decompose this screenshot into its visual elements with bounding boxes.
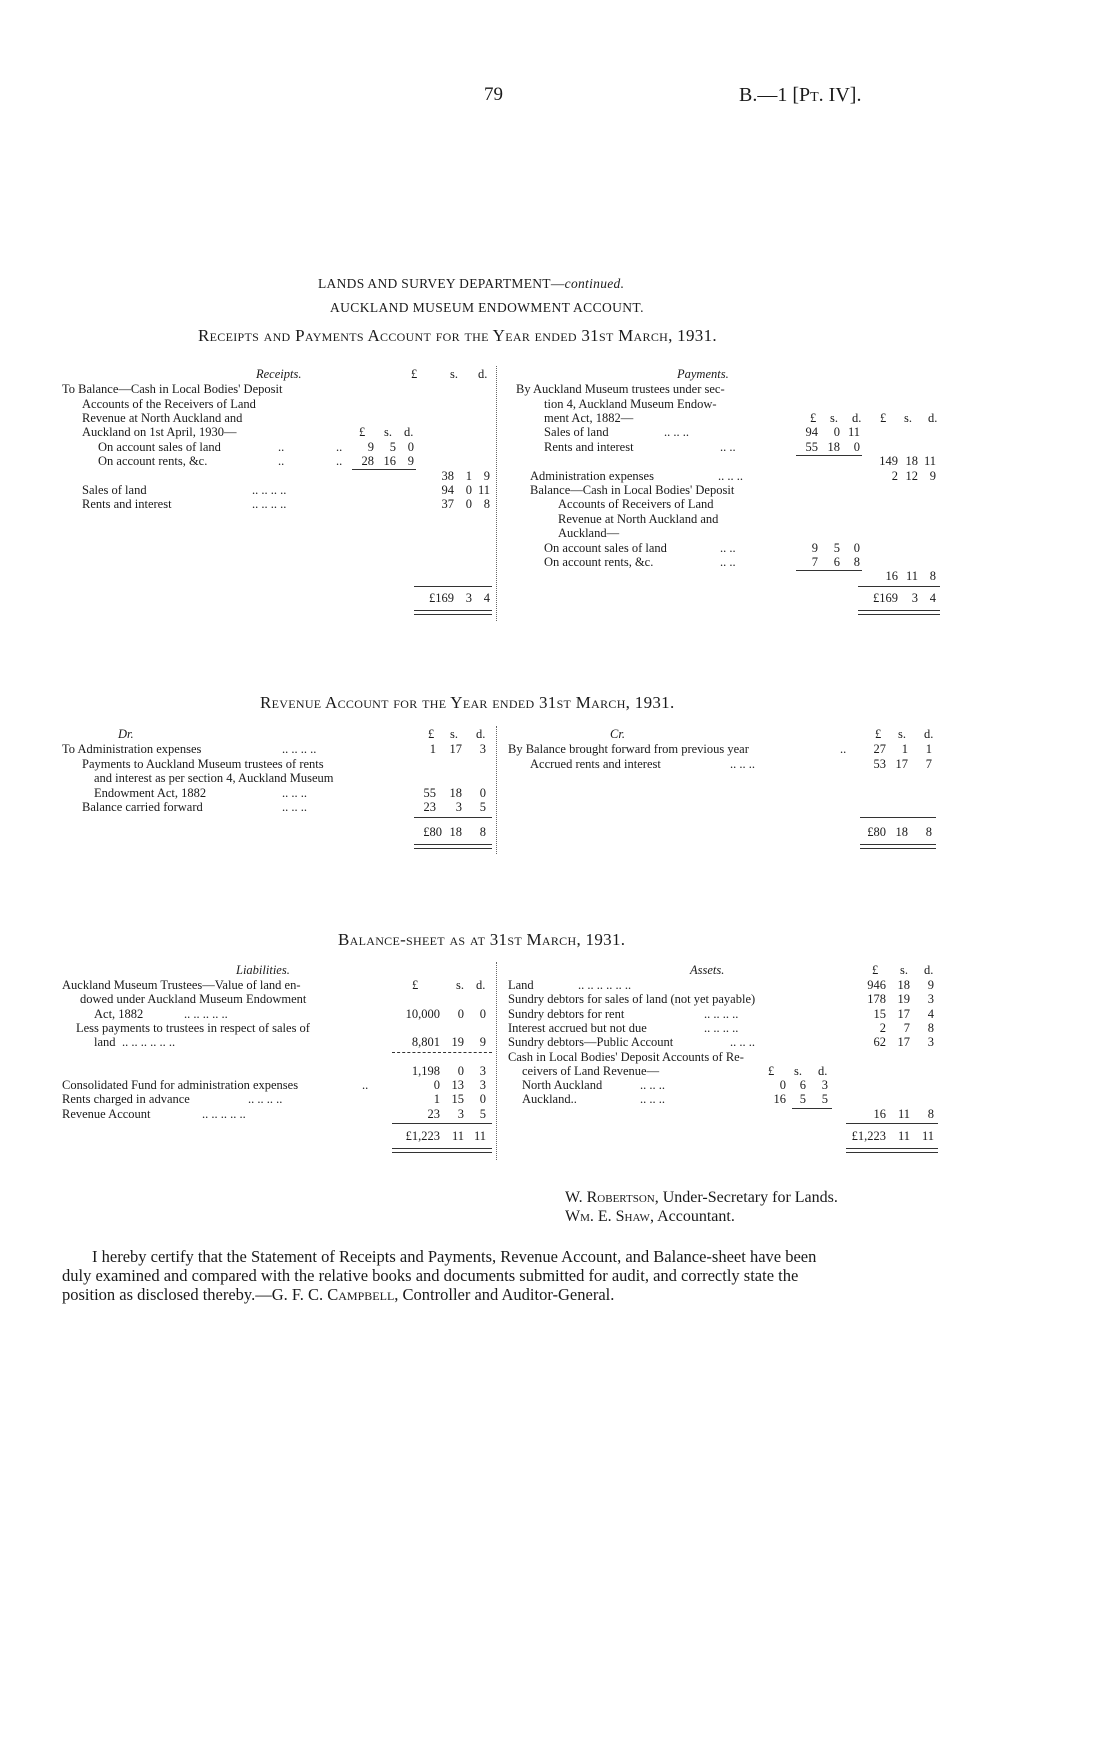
payments-col2-pound: £ [880,411,887,425]
revenue-cr-accrued-dots: .. .. .. [730,757,755,771]
payments-museum-line: ment Act, 1882— [544,411,634,425]
payments-bsales-shillings: 5 [833,541,840,555]
payments-brents-shillings: 6 [833,555,840,569]
assets-cash-total-pence: 8 [927,1107,934,1121]
payments-sales-pence: 11 [847,425,860,439]
revenue-cr-accrued-pence: 7 [925,757,932,771]
receipts-balance-total-pence: 9 [483,469,490,483]
payments-total-double-rule [858,610,940,615]
assets-interest-label: Interest accrued but not due [508,1021,647,1035]
assets-interest-pence: 8 [927,1021,934,1035]
payments-rents-label: Rents and interest [544,440,634,454]
signature-robertson [565,1189,838,1207]
account-title: AUCKLAND MUSEUM ENDOWMENT ACCOUNT. [330,300,644,315]
liabilities-total-pounds: £1,223 [405,1129,440,1143]
receipts-rents-dots: .. [278,454,285,468]
certificate-signer-title: Controller and Auditor-General. [402,1285,615,1304]
revenue-dr-endowment-pence: 0 [479,786,486,800]
liabilities-rents-dots: .. .. .. .. [248,1092,283,1106]
receipts-rents-shillings: 16 [383,454,396,468]
receipts-col-s: s. [450,367,458,381]
assets-debtors-sales-shillings: 19 [897,992,910,1006]
receipts-col-d: d. [478,367,488,381]
payments-bsales-label: On account sales of land [544,541,667,555]
revenue-dr-col-pound: £ [428,727,435,741]
liabilities-consolidated-dots: .. [362,1078,369,1092]
revenue-dr-admin-shillings: 17 [449,742,462,756]
revenue-cr-total-shillings: 18 [895,825,908,839]
payments-balance-line: Balance—Cash in Local Bodies' Deposit [530,483,735,497]
assets-total-rule [846,1123,938,1124]
receipts-sub-d: d. [404,425,414,439]
liabilities-land-pence: 9 [479,1035,486,1049]
payments-total-pounds: £169 [873,591,898,605]
payments-total-rule [858,586,940,587]
assets-interest-pounds: 2 [879,1021,886,1035]
assets-auckland-pounds: 16 [773,1092,786,1106]
payments-museum-line: By Auckland Museum trustees under sec- [516,382,725,396]
assets-debtors-rent-shillings: 17 [897,1007,910,1021]
receipts-interest-shillings: 0 [465,497,472,511]
revenue-cr-accrued-label: Accrued rents and interest [530,757,661,771]
liabilities-net-shillings: 0 [457,1064,464,1078]
liabilities-less-line: Less payments to trustees in respect of sales of [76,1021,310,1035]
assets-debtors-rent-dots: .. .. .. .. [704,1007,739,1021]
revenue-dr-payments-line: Payments to Auckland Museum trustees of rents [82,757,324,771]
document-reference: B.—1 [Pt. IV]. [739,84,862,106]
assets-land-label: Land [508,978,534,992]
liabilities-act-pence: 0 [479,1007,486,1021]
payments-total-shillings: 3 [911,591,918,605]
assets-cash-total-pounds: 16 [873,1107,886,1121]
assets-debtors-rent-pence: 4 [927,1007,934,1021]
receipts-balance-line: Accounts of the Receivers of Land [82,397,256,411]
receipts-rents-label: On account rents, &c. [98,454,208,468]
receipts-heading: Receipts. [256,367,302,381]
payments-rents-pounds: 55 [805,440,818,454]
payments-admin-shillings: 12 [905,469,918,483]
assets-public-account-pence: 3 [927,1035,934,1049]
assets-sub-s: s. [794,1064,802,1078]
payments-museum-rule [796,455,862,456]
liabilities-revenue-shillings: 3 [457,1107,464,1121]
revenue-cr-bbf-shillings: 1 [901,742,908,756]
receipts-total-pence: 4 [483,591,490,605]
liabilities-rents-label: Rents charged in advance [62,1092,190,1106]
assets-land-shillings: 18 [897,978,910,992]
revenue-dr-endowment-label: Endowment Act, 1882 [94,786,207,800]
assets-north-auckland-shillings: 6 [799,1078,806,1092]
receipts-payments-heading: Receipts and Payments Account for the Year ended 31st March, 1931. [198,326,717,345]
liabilities-rents-pence: 0 [479,1092,486,1106]
revenue-cr-bbf-dots: .. [840,742,847,756]
payments-rents-dots: .. .. [720,440,736,454]
assets-debtors-sales-pence: 3 [927,992,934,1006]
department-continued: continued. [564,276,625,291]
revenue-dr-bcf-dots: .. .. .. [282,800,307,814]
receipts-land-shillings: 0 [465,483,472,497]
revenue-dr-bcf-label: Balance carried forward [82,800,203,814]
revenue-dr-col-s: s. [450,727,458,741]
department-name: LANDS AND SURVEY DEPARTMENT— [318,276,565,291]
payments-bsales-pounds: 9 [811,541,818,555]
certificate-signer: Campbell, [327,1285,399,1304]
liabilities-col-s: s. [456,978,464,992]
assets-land-pounds: 946 [867,978,886,992]
assets-col-pound: £ [872,963,879,977]
assets-north-auckland-pounds: 0 [779,1078,786,1092]
revenue-cr-col-d: d. [924,727,934,741]
rp-divider [496,366,497,621]
payments-brents-label: On account rents, &c. [544,555,654,569]
payments-heading: Payments. [677,367,729,381]
receipts-sub-pound: £ [359,425,366,439]
assets-total-double-rule [846,1148,938,1153]
liabilities-rents-pounds: 1 [433,1092,440,1106]
payments-total-pence: 4 [929,591,936,605]
assets-interest-dots: .. .. .. .. [704,1021,739,1035]
revenue-cr-total-double-rule [860,844,936,849]
payments-bsales-pence: 0 [853,541,860,555]
payments-brents-pounds: 7 [811,555,818,569]
receipts-balance-total-shillings: 1 [465,469,472,483]
revenue-dr-col-d: d. [476,727,486,741]
liabilities-rents-shillings: 15 [451,1092,464,1106]
assets-public-account-shillings: 17 [897,1035,910,1049]
assets-land-pence: 9 [927,978,934,992]
liabilities-act-shillings: 0 [457,1007,464,1021]
assets-north-auckland-dots: .. .. .. [640,1078,665,1092]
signature-shaw [565,1208,735,1226]
revenue-cr-col-s: s. [898,727,906,741]
receipts-rents-pence: 9 [407,454,414,468]
receipts-sales-pence: 0 [407,440,414,454]
liabilities-heading: Liabilities. [236,963,290,977]
receipts-sales-dots: .. [278,440,285,454]
liabilities-consolidated-shillings: 13 [451,1078,464,1092]
assets-north-auckland-pence: 3 [821,1078,828,1092]
receipts-balance-total-pounds: 38 [441,469,454,483]
assets-total-shillings: 11 [897,1129,910,1143]
assets-auckland-pence: 5 [821,1092,828,1106]
assets-heading: Assets. [690,963,725,977]
payments-sales-shillings: 0 [833,425,840,439]
receipts-rents-dots2: .. [336,454,343,468]
signature-shaw-title: Accountant. [657,1208,735,1225]
receipts-col-pound: £ [411,367,418,381]
liabilities-net-rule [392,1052,492,1053]
receipts-subtotal-rule [352,469,416,470]
payments-sales-dots: .. .. .. [664,425,689,439]
payments-admin-pence: 9 [929,469,936,483]
revenue-cr-total-pence: 8 [925,825,932,839]
signature-robertson-title: Under-Secretary for Lands. [662,1189,838,1206]
payments-admin-label: Administration expenses [530,469,654,483]
revenue-dr-total-pence: 8 [479,825,486,839]
revenue-dr-total-pounds: £80 [423,825,442,839]
revenue-dr-heading: Dr. [118,727,134,741]
payments-balance-line: Auckland— [558,526,620,540]
signature-shaw-name: Wm. E. Shaw, [565,1208,654,1225]
revenue-dr-total-shillings: 18 [449,825,462,839]
payments-museum-total-pounds: 149 [879,454,898,468]
assets-interest-shillings: 7 [903,1021,910,1035]
payments-museum-line: tion 4, Auckland Museum Endow- [544,397,717,411]
payments-col1-pound: £ [810,411,817,425]
assets-auckland-shillings: 5 [799,1092,806,1106]
revenue-cr-total-rule [860,817,936,818]
assets-cash-total-shillings: 11 [897,1107,910,1121]
assets-total-pence: 11 [921,1129,934,1143]
revenue-cr-col-pound: £ [875,727,882,741]
liabilities-act-label: Act, 1882 [94,1007,144,1021]
payments-col1-d: d. [852,411,862,425]
assets-col-d: d. [924,963,934,977]
signature-robertson-name: W. Robertson, [565,1189,659,1206]
receipts-sales-label: On account sales of land [98,440,221,454]
receipts-total-pounds: £169 [429,591,454,605]
department-title [318,276,624,292]
receipts-land-pounds: 94 [441,483,454,497]
revenue-cr-total-pounds: £80 [867,825,886,839]
revenue-dr-admin-pounds: 1 [429,742,436,756]
assets-land-dots: .. .. .. .. .. .. [578,978,632,992]
assets-cash-line: Cash in Local Bodies' Deposit Accounts of Re- [508,1050,744,1064]
liabilities-land-pounds: 8,801 [411,1035,440,1049]
receipts-balance-line: Revenue at North Auckland and [82,411,243,425]
assets-sub-pound: £ [768,1064,775,1078]
liabilities-act-pounds: 10,000 [405,1007,440,1021]
assets-north-auckland-label: North Auckland [522,1078,603,1092]
liabilities-trustees-line: dowed under Auckland Museum Endowment [80,992,307,1006]
payments-admin-dots: .. .. .. [718,469,743,483]
payments-museum-total-shillings: 18 [905,454,918,468]
liabilities-land-dots: .. .. .. .. .. .. [122,1035,176,1049]
liabilities-total-shillings: 11 [451,1129,464,1143]
receipts-rents-pounds: 28 [361,454,374,468]
revenue-dr-admin-pence: 3 [479,742,486,756]
payments-balance-line: Revenue at North Auckland and [558,512,719,526]
assets-auckland-label: Auckland.. [522,1092,577,1106]
receipts-land-label: Sales of land [82,483,147,497]
payments-museum-total-pence: 11 [923,454,936,468]
certificate-last-line [62,1285,614,1305]
receipts-interest-pence: 8 [483,497,490,511]
page-number: 79 [484,84,503,105]
liabilities-trustees-line: Auckland Museum Trustees—Value of land en- [62,978,301,992]
liabilities-revenue-pounds: 23 [427,1107,440,1121]
liabilities-revenue-dots: .. .. .. .. .. [202,1107,246,1121]
payments-col2-d: d. [928,411,938,425]
assets-cash-rule [792,1108,832,1109]
assets-auckland-dots: .. .. .. [640,1092,665,1106]
payments-sales-pounds: 94 [805,425,818,439]
payments-col2-s: s. [904,411,912,425]
receipts-interest-label: Rents and interest [82,497,172,511]
receipts-interest-pounds: 37 [441,497,454,511]
receipts-balance-line: Auckland on 1st April, 1930— [82,425,237,439]
revenue-dr-endowment-dots: .. .. .. [282,786,307,800]
revenue-cr-bbf-pence: 1 [925,742,932,756]
liabilities-col-d: d. [476,978,486,992]
revenue-cr-bbf-pounds: 27 [873,742,886,756]
certificate-line: duly examined and compared with the relative books and documents submitted for audit, and correctly state the [62,1266,799,1285]
liabilities-land-label: land [94,1035,116,1049]
receipts-balance-line: To Balance—Cash in Local Bodies' Deposit [62,382,283,396]
payments-rents-pence: 0 [853,440,860,454]
receipts-total-rule [414,586,492,587]
receipts-total-shillings: 3 [465,591,472,605]
revenue-dr-bcf-pence: 5 [479,800,486,814]
payments-balance-total-pounds: 16 [885,569,898,583]
assets-public-account-dots: .. .. .. [730,1035,755,1049]
liabilities-act-dots: .. .. .. .. .. [184,1007,228,1021]
liabilities-net-pounds: 1,198 [411,1064,440,1078]
receipts-interest-dots: .. .. .. .. [252,497,287,511]
revenue-cr-accrued-pounds: 53 [873,757,886,771]
revenue-dr-endowment-shillings: 18 [449,786,462,800]
balance-sheet-divider [496,962,497,1160]
revenue-dr-total-double-rule [414,844,492,849]
revenue-cr-bbf-label: By Balance brought forward from previous year [508,742,749,756]
liabilities-revenue-label: Revenue Account [62,1107,151,1121]
revenue-cr-heading: Cr. [610,727,625,741]
payments-sales-label: Sales of land [544,425,609,439]
payments-balance-rule [796,570,862,571]
revenue-dr-payments-line: and interest as per section 4, Auckland Museum [94,771,334,785]
assets-debtors-sales-pounds: 178 [867,992,886,1006]
payments-balance-total-pence: 8 [929,569,936,583]
liabilities-col-pound: £ [412,978,419,992]
payments-rents-shillings: 18 [827,440,840,454]
revenue-dr-endowment-pounds: 55 [423,786,436,800]
payments-balance-line: Accounts of Receivers of Land [558,497,714,511]
receipts-sub-s: s. [384,425,392,439]
payments-balance-total-shillings: 11 [905,569,918,583]
liabilities-net-pence: 3 [479,1064,486,1078]
assets-total-pounds: £1,223 [851,1129,886,1143]
liabilities-consolidated-label: Consolidated Fund for administration expenses [62,1078,299,1092]
revenue-dr-bcf-shillings: 3 [455,800,462,814]
receipts-total-double-rule [414,610,492,615]
assets-public-account-label: Sundry debtors—Public Account [508,1035,674,1049]
payments-admin-pounds: 2 [891,469,898,483]
revenue-divider [496,726,497,854]
receipts-land-dots: .. .. .. .. [252,483,287,497]
balance-sheet-heading: Balance-sheet as at 31st March, 1931. [338,930,626,949]
assets-debtors-rent-label: Sundry debtors for rent [508,1007,625,1021]
payments-brents-pence: 8 [853,555,860,569]
assets-debtors-sales-label: Sundry debtors for sales of land (not yet payable) [508,992,756,1006]
receipts-sales-pounds: 9 [367,440,374,454]
assets-debtors-rent-pounds: 15 [873,1007,886,1021]
payments-bsales-dots: .. .. [720,541,736,555]
revenue-dr-admin-label: To Administration expenses [62,742,202,756]
payments-brents-dots: .. .. [720,555,736,569]
revenue-heading: Revenue Account for the Year ended 31st March, 1931. [260,693,675,712]
revenue-dr-bcf-pounds: 23 [423,800,436,814]
assets-sub-d: d. [818,1064,828,1078]
assets-public-account-pounds: 62 [873,1035,886,1049]
liabilities-total-double-rule [392,1148,492,1153]
payments-col1-s: s. [830,411,838,425]
liabilities-consolidated-pounds: 0 [433,1078,440,1092]
certificate-line: I hereby certify that the Statement of Receipts and Payments, Revenue Account, and Balance-sheet have been [92,1247,817,1266]
receipts-sales-shillings: 5 [389,440,396,454]
assets-col-s: s. [900,963,908,977]
revenue-cr-accrued-shillings: 17 [895,757,908,771]
liabilities-land-shillings: 19 [451,1035,464,1049]
liabilities-consolidated-pence: 3 [479,1078,486,1092]
revenue-dr-total-rule [414,817,492,818]
liabilities-total-rule [392,1123,492,1124]
assets-cash-line: ceivers of Land Revenue— [522,1064,660,1078]
receipts-land-pence: 11 [477,483,490,497]
revenue-dr-admin-dots: .. .. .. .. [282,742,317,756]
receipts-sales-dots2: .. [336,440,343,454]
liabilities-revenue-pence: 5 [479,1107,486,1121]
certificate-position-text: position as disclosed thereby.—G. F. C. [62,1285,328,1304]
liabilities-total-pence: 11 [473,1129,486,1143]
